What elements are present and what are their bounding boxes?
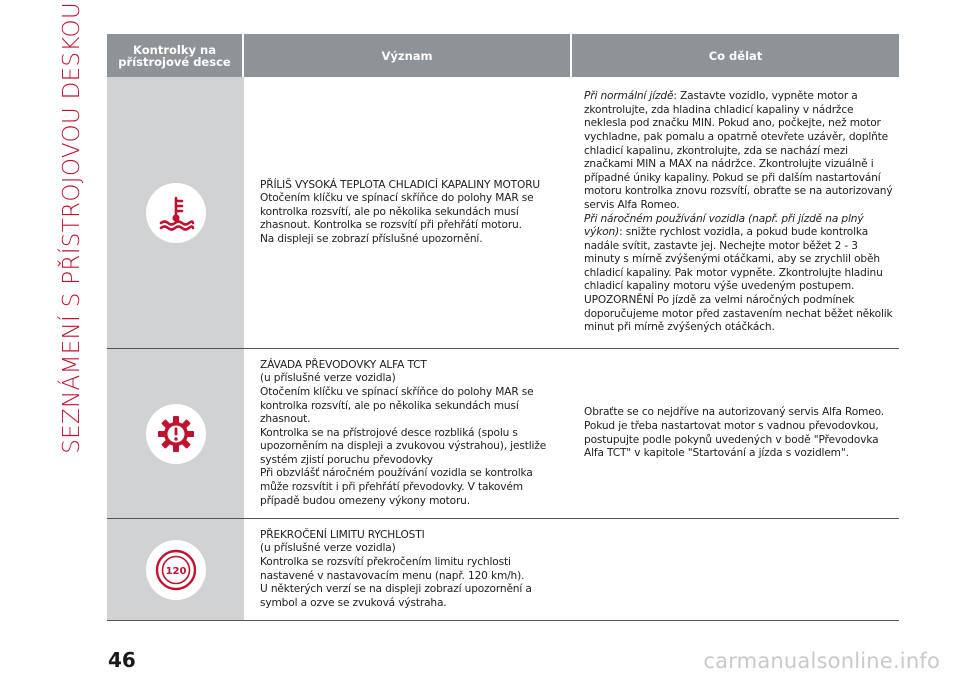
page-number: 46 [108,648,136,672]
icon-cell [107,349,244,518]
section-title-text: SEZNÁMENÍ S PŘÍSTROJOVOU DESKOU [59,1,85,454]
action-text: : Zastavte vozidlo, vypněte motor a zkontrolujte, zda hladina chladicí kapaliny v nádržce neklesla pod značku MIN. Pokud ano, počkejte, než motor vychladne, pak pomalu a opatrně otevřete uzávěr, doplňte chladicí kapalinu, zkontrolujte, zda se nachází mezi značkami MIN a MAX na nádržce. Zkontrolujte vizuálně i případné úniky kapaliny. Pokud se při dalším nastartování motoru kontrolka znovu rozsvítí, obraťte se na autorizovaný servis Alfa Romeo. [584,90,893,211]
table-row [107,519,899,621]
meaning-text: (u příslušné verze vozidla) [260,542,396,555]
meaning-text: U některých verzí se na displeji zobrazí upozornění a symbol a ozve se zvuková výstraha. [260,583,532,609]
header-action: Co dělat [572,34,899,77]
meaning-heading: PŘÍLIŠ VYSOKÁ TEPLOTA CHLADICÍ KAPALINY MOTORU [260,178,541,191]
watermark: carmanualsonline.info [703,649,940,673]
header-indicators: Kontrolky na přístrojové desce [107,34,242,77]
meaning-text: (u příslušné verze vozidla) [260,372,396,385]
transmission-fault-icon [146,404,206,464]
action-cell [570,519,899,620]
header-meaning: Význam [244,34,570,77]
icon-cell [107,519,244,620]
table-row [107,77,899,349]
table-header [107,34,899,77]
action-text: Obraťte se co nejdříve na autorizovaný servis Alfa Romeo. Pokud je třeba nastartovat motor s vadnou převodovkou, postupujte podle pokynů uvedených v bodě "Převodovka Alfa TCT" v kapitole "Startování a jízda s vozidlem". [584,406,884,460]
meaning-text: Kontrolka se rozsvítí překročením limitu rychlosti nastavené v nastavovacím menu (např. 120 km/h). [260,555,525,582]
speed-limit-value: 120 [165,565,186,577]
meaning-heading: ZÁVADA PŘEVODOVKY ALFA TCT [260,358,427,371]
meaning-cell [244,77,570,348]
action-cell [570,77,899,348]
meaning-text: Na displeji se zobrazí příslušné upozornění. [260,232,483,245]
action-cell [570,349,899,518]
meaning-text: Otočením klíčku ve spínací skříňce do polohy MAR se kontrolka rozsvítí, ale po několika sekundách musí zhasnout. [260,385,534,426]
meaning-cell [244,519,570,620]
meaning-text: Kontrolka se na přístrojové desce rozbliká (spolu s upozorněním na displeji a zvukovou výstrahou), jestliže systém zjistí poruchu převodovky [260,426,547,466]
action-label: Při náročném používání vozidla (např. při jízdě na plný výkon) [584,212,864,239]
icon-cell [107,77,244,348]
warning-note: UPOZORNĚNÍ Po jízdě za velmi náročných podmínek doporučujeme motor před zastavením nechat běžet několik minut při mírně zvýšených otáčkách. [584,294,893,334]
meaning-cell [244,349,570,518]
warning-lights-table [107,34,899,621]
table-row [107,349,899,519]
side-section-title [52,1,92,454]
speed-limit-icon [146,540,206,600]
coolant-temperature-icon [146,183,206,243]
meaning-text: Při obzvlášť náročném používání vozidla se kontrolka může rozsvítit i při přehřátí převodovky. V takovém případě budou omezeny výkony motoru. [260,467,533,507]
action-text: : snižte rychlost vozidla, a pokud bude kontrolka nadále svítit, zastavte jej. Nechejte motor běžet 2 - 3 minuty s mírně zvýšenými otáčkami, aby se zrychlil oběh chladicí kapaliny. Pak motor vypněte. Zkontrolujte hladinu chladicí kapaliny motoru výše uvedeným postupem. [584,226,883,293]
action-label: Při normální jízdě [584,90,674,103]
meaning-heading: PŘEKROČENÍ LIMITU RYCHLOSTI [260,528,425,541]
meaning-text: Otočením klíčku ve spínací skříňce do polohy MAR se kontrolka rozsvítí, ale po několika sekundách musí zhasnout. Kontrolka se rozsvítí při přehřátí motoru. [260,192,534,232]
